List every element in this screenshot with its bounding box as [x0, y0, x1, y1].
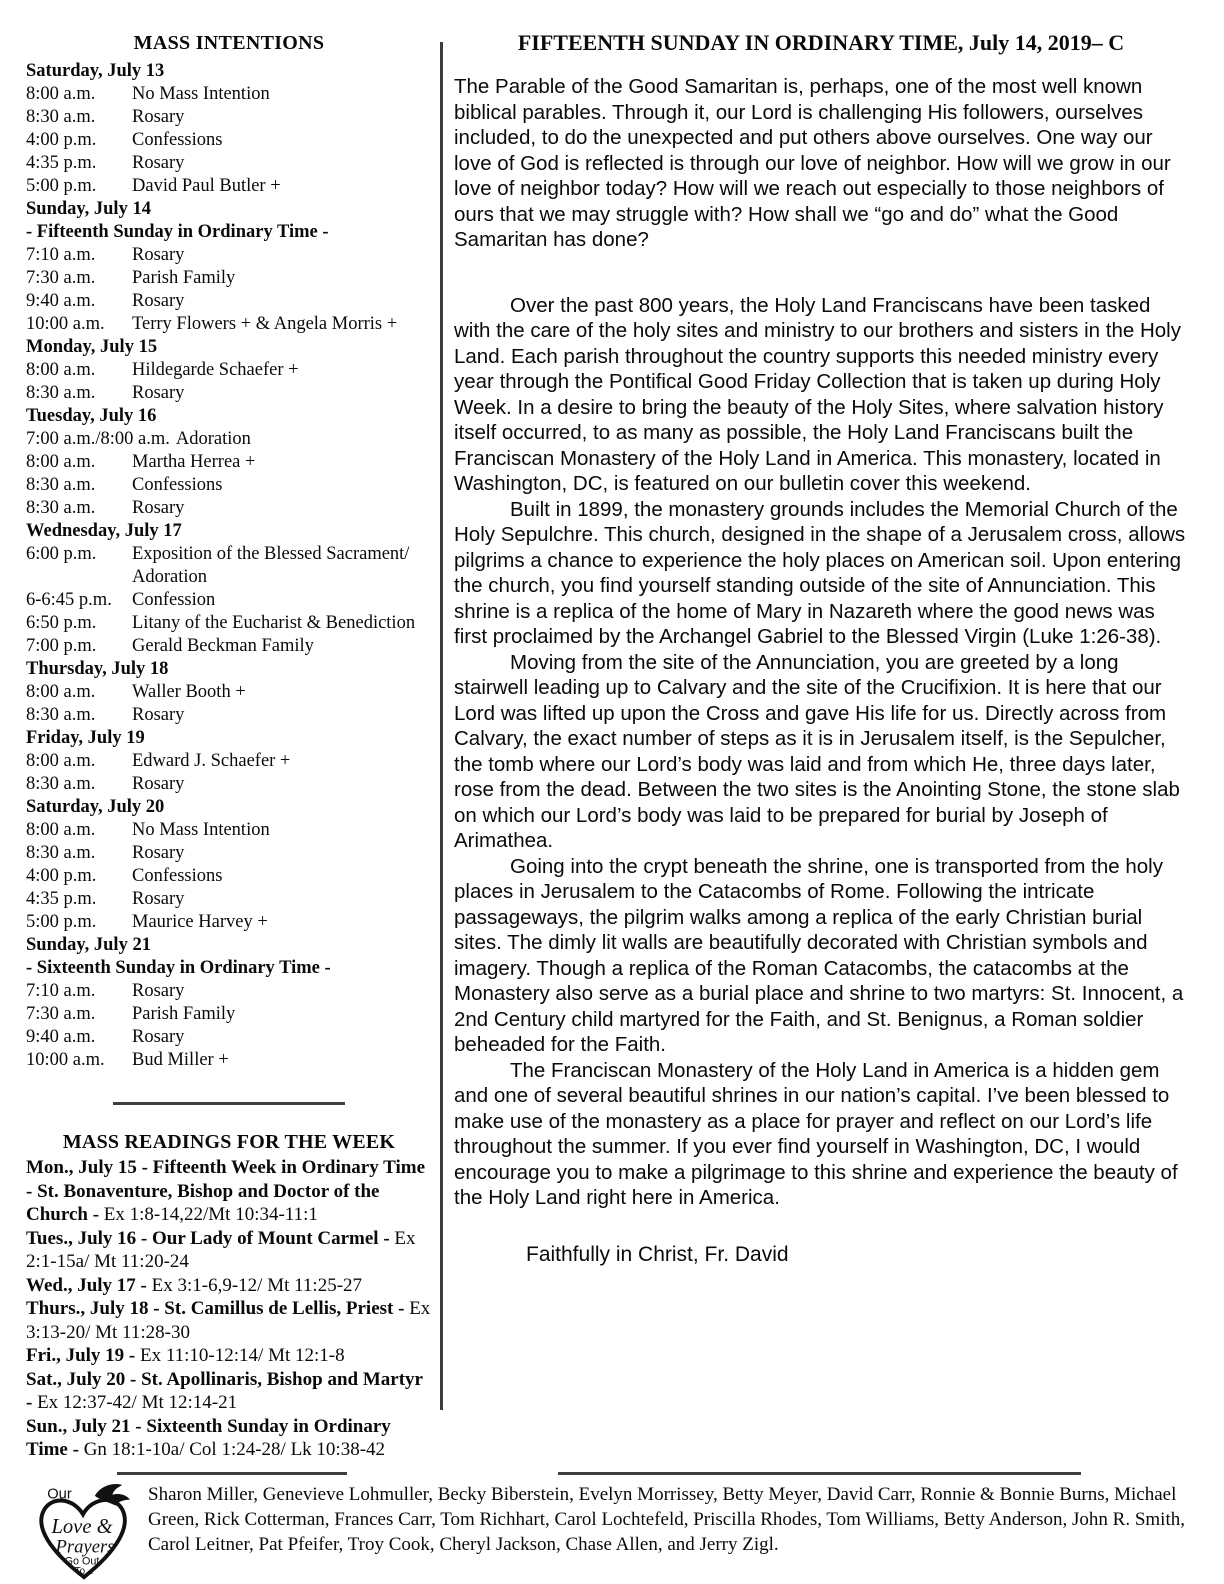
schedule-row — [26, 612, 432, 635]
schedule-description: Hildegarde Schaefer + — [132, 360, 299, 380]
schedule-description: No Mass Intention — [132, 820, 270, 840]
schedule-row — [26, 865, 432, 888]
schedule-row — [26, 773, 432, 796]
reading-entry — [26, 1415, 432, 1462]
schedule-description: Rosary — [132, 705, 185, 725]
reading-citation: Ex 12:37-42/ Mt 12:14-21 — [37, 1392, 238, 1413]
schedule-description: No Mass Intention — [132, 84, 270, 104]
day-heading: Sunday, July 14 — [26, 199, 151, 219]
schedule-time: 8:00 a.m. — [26, 682, 96, 702]
schedule-row — [26, 129, 432, 152]
schedule-time: 7:10 a.m. — [26, 245, 96, 265]
schedule-description: Rosary — [132, 383, 185, 403]
schedule-description: Confessions — [132, 130, 223, 150]
reading-day-label: Sun., July 21 - Sixteenth Sunday in Ordinary Time - — [26, 1415, 391, 1460]
article-title: FIFTEENTH SUNDAY IN ORDINARY TIME, July 14, 2019– C — [517, 30, 1125, 55]
schedule-description: Confessions — [132, 475, 223, 495]
schedule-time: 8:00 a.m. — [26, 820, 96, 840]
reading-entry — [26, 1297, 432, 1344]
love-and-prayers-logo — [30, 1482, 138, 1582]
schedule-description: Rosary — [132, 1027, 185, 1047]
schedule-description: Rosary — [132, 153, 185, 173]
mass-intentions-list — [26, 60, 432, 1072]
footer-rule-left — [117, 1472, 347, 1475]
day-subheading: - Fifteenth Sunday in Ordinary Time - — [26, 222, 329, 242]
schedule-time: 7:00 p.m. — [26, 636, 97, 656]
schedule-time: 4:00 p.m. — [26, 130, 97, 150]
schedule-row — [26, 451, 432, 474]
schedule-time: 7:30 a.m. — [26, 1004, 96, 1024]
schedule-time: 7:30 a.m. — [26, 268, 96, 288]
schedule-description: Parish Family — [132, 268, 236, 288]
schedule-description: Rosary — [132, 498, 185, 518]
schedule-description: Rosary — [132, 843, 185, 863]
schedule-time: 8:30 a.m. — [26, 498, 96, 518]
reading-citation: Gn 18:1-10a/ Col 1:24-28/ Lk 10:38-42 — [83, 1439, 386, 1460]
schedule-description: Litany of the Eucharist & Benediction — [132, 613, 416, 633]
schedule-row — [26, 244, 432, 267]
schedule-time: 7:10 a.m. — [26, 981, 96, 1001]
schedule-description: Adoration — [175, 429, 251, 449]
schedule-description: Gerald Beckman Family — [132, 636, 314, 656]
article-signoff: Faithfully in Christ, Fr. David — [526, 1242, 789, 1266]
schedule-time: 6:50 p.m. — [26, 613, 97, 633]
day-subheading: - Sixteenth Sunday in Ordinary Time - — [26, 958, 331, 978]
schedule-time: 4:35 p.m. — [26, 153, 97, 173]
schedule-time: 8:00 a.m. — [26, 452, 96, 472]
schedule-row — [26, 704, 432, 727]
schedule-description: Rosary — [132, 774, 185, 794]
reading-day-label: Tues., July 16 - Our Lady of Mount Carmel - — [26, 1227, 395, 1249]
logo-word-prayers: Prayers — [55, 1536, 115, 1558]
schedule-row — [26, 750, 432, 773]
logo-word-love: Love & — [51, 1515, 113, 1538]
footer — [30, 1482, 1196, 1582]
schedule-description: Rosary — [132, 889, 185, 909]
prayer-names-list: Sharon Miller, Genevieve Lohmuller, Becky Biberstein, Evelyn Morrissey, Betty Meyer, David Carr, Ronnie & Bonnie Burns, Michael Green, Rick Cotterman, Frances Carr, Tom Richhart, Carol Lochtefeld, Priscilla Rhodes, Tom Williams, Betty Anderson, John R. Smith, Carol Leitner, Pat Pfeifer, Troy Cook, Cheryl Jackson, Chase Allen, and Jerry Zigl. — [148, 1484, 1185, 1555]
schedule-row — [26, 842, 432, 865]
article-paragraph: Going into the crypt beneath the shrine, one is transported from the holy places in Jerusalem to the Catacombs of Rome. Following the intricate passageways, the pilgrim walks among a replica of the early Christian burial sites. The dimly lit walls are beautifully decorated with Christian symbols and imagery. Though a replica of the Roman Catacombs, the catacombs at the Monastery also serve as a burial place and shrine to two martyrs: St. Innocent, a 2nd Century child martyred for the Faith, and St. Benignus, a Roman soldier beheaded for the Faith. — [454, 854, 1184, 1056]
schedule-row — [26, 911, 432, 934]
schedule-time: 10:00 a.m. — [26, 1050, 105, 1070]
logo-word-go-out: Go Out — [64, 1555, 100, 1568]
schedule-row — [26, 635, 432, 658]
reading-day-label: Mon., July 15 - Fifteenth Week in Ordinary Time - St. Bonaventure, Bishop and Doctor of the Church - — [26, 1157, 426, 1225]
reading-day-label: Sat., July 20 - St. Apollinaris, Bishop and Martyr - — [26, 1368, 423, 1413]
schedule-row — [26, 819, 432, 842]
article-body — [454, 74, 1188, 1211]
schedule-row — [26, 681, 432, 704]
day-heading: Friday, July 19 — [26, 728, 145, 748]
schedule-time: 6:00 p.m. — [26, 544, 97, 564]
schedule-time: 6-6:45 p.m. — [26, 590, 112, 610]
schedule-time: 8:30 a.m. — [26, 475, 96, 495]
schedule-description: Maurice Harvey + — [132, 912, 268, 932]
day-heading: Saturday, July 13 — [26, 61, 165, 81]
schedule-row — [26, 1026, 432, 1049]
day-heading: Sunday, July 21 — [26, 935, 151, 955]
schedule-row — [26, 428, 432, 451]
schedule-time: 8:30 a.m. — [26, 705, 96, 725]
article-paragraph: Moving from the site of the Annunciation, you are greeted by a long stairwell leading up to Calvary and the site of the Crucifixion. It is here that our Lord was lifted up upon the Cross and gave His life for us. Directly across from Calvary, the exact number of steps as it is in Jerusalem itself, is the Sepulcher, the tomb where our Lord’s body was laid and from which He, three days later, rose from the dead. Between the two sites is the Anointing Stone, the stone slab on which our Lord’s body was laid to be prepared for burial by Joseph of Arimathea. — [454, 650, 1180, 852]
schedule-time: 8:30 a.m. — [26, 774, 96, 794]
schedule-row — [26, 543, 432, 589]
mass-readings-list — [26, 1156, 432, 1462]
schedule-row — [26, 474, 432, 497]
day-heading: Thursday, July 18 — [26, 659, 169, 679]
schedule-description: Bud Miller + — [132, 1050, 229, 1070]
day-heading: Monday, July 15 — [26, 337, 158, 357]
schedule-time: 4:00 p.m. — [26, 866, 97, 886]
reading-entry — [26, 1274, 432, 1298]
schedule-description: Terry Flowers + & Angela Morris + — [132, 314, 398, 334]
schedule-time: 10:00 a.m. — [26, 314, 105, 334]
schedule-time: 7:00 a.m./8:00 a.m. — [26, 429, 170, 449]
schedule-row — [26, 152, 432, 175]
schedule-time: 4:35 p.m. — [26, 889, 97, 909]
schedule-row — [26, 106, 432, 129]
reading-entry — [26, 1368, 432, 1415]
schedule-row — [26, 313, 432, 336]
schedule-row — [26, 589, 432, 612]
schedule-row — [26, 1003, 432, 1026]
reading-citation: Ex 2:1-15a/ Mt 11:20-24 — [26, 1227, 416, 1272]
schedule-description: Rosary — [132, 245, 185, 265]
schedule-row — [26, 497, 432, 520]
right-column — [454, 30, 1188, 1267]
reading-entry — [26, 1344, 432, 1368]
article-paragraph: The Parable of the Good Samaritan is, perhaps, one of the most well known biblical parables. Through it, our Lord is challenging His followers, ourselves included, to do the unexpected and put others above ourselves. One way our love of God is reflected is through our love of neighbor. How will we grow in our love of neighbor today? How will we reach out especially to those neighbors of ours that we may struggle with? How shall we “go and do” what the Good Samaritan has done? — [454, 75, 1171, 251]
mass-intentions-title: MASS INTENTIONS — [133, 32, 325, 54]
column-divider-line — [440, 42, 443, 1410]
article-paragraph: Built in 1899, the monastery grounds includes the Memorial Church of the Holy Sepulchre. This church, designed in the shape of a Jerusalem cross, allows pilgrims a chance to experience the holy places on American soil. Upon entering the church, you find yourself standing outside of the site of Annunciation. This shrine is a replica of the home of Mary in Nazareth where the good news was first proclaimed by the Archangel Gabriel to the Blessed Virgin (Luke 1:26-38). — [454, 497, 1186, 648]
schedule-description: Parish Family — [132, 1004, 236, 1024]
reading-citation: Ex 1:8-14,22/Mt 10:34-11:1 — [103, 1204, 318, 1225]
schedule-description: Rosary — [132, 981, 185, 1001]
schedule-description: David Paul Butler + — [132, 176, 281, 196]
schedule-row — [26, 1049, 432, 1072]
day-heading: Tuesday, July 16 — [26, 406, 157, 426]
schedule-description: Edward J. Schaefer + — [132, 751, 291, 771]
reading-day-label: Fri., July 19 - — [26, 1345, 140, 1366]
logo-word-our: Our — [47, 1486, 72, 1503]
schedule-row — [26, 83, 432, 106]
reading-entry — [26, 1227, 432, 1274]
schedule-description: Martha Herrea + — [132, 452, 256, 472]
day-heading: Wednesday, July 17 — [26, 521, 182, 541]
left-column — [26, 32, 432, 1462]
schedule-time: 8:00 a.m. — [26, 360, 96, 380]
schedule-time: 8:30 a.m. — [26, 383, 96, 403]
schedule-row — [26, 382, 432, 405]
schedule-row — [26, 290, 432, 313]
reading-day-label: Thurs., July 18 - St. Camillus de Lellis, Priest - — [26, 1298, 410, 1319]
schedule-time: 8:00 a.m. — [26, 751, 96, 771]
reading-citation: Ex 3:13-20/ Mt 11:28-30 — [26, 1298, 431, 1343]
schedule-row — [26, 267, 432, 290]
schedule-time: 8:30 a.m. — [26, 107, 96, 127]
schedule-time: 5:00 p.m. — [26, 176, 97, 196]
schedule-description: Exposition of the Blessed Sacrament/ Adoration — [132, 544, 410, 587]
reading-citation: Ex 11:10-12:14/ Mt 12:1-8 — [140, 1345, 345, 1366]
schedule-description: Confession — [132, 590, 216, 610]
schedule-description: Rosary — [132, 107, 185, 127]
reading-citation: Ex 3:1-6,9-12/ Mt 11:25-27 — [151, 1274, 363, 1296]
schedule-row — [26, 980, 432, 1003]
schedule-description: Waller Booth + — [132, 682, 246, 702]
reading-entry — [26, 1156, 432, 1227]
schedule-time: 9:40 a.m. — [26, 1027, 96, 1047]
article-paragraph: The Franciscan Monastery of the Holy Land in America is a hidden gem and one of several beautiful shrines in our nation’s capital. I’ve been blessed to make use of the monastery as a place for prayer and reflect on our Lord’s life throughout the summer. If you ever find yourself in Washington, DC, I would encourage you to make a pilgrimage to this shrine and experience the beauty of the Holy Land right here in America. — [454, 1058, 1178, 1209]
reading-day-label: Wed., July 17 - — [26, 1274, 152, 1296]
logo-word-to: To... — [74, 1566, 94, 1578]
footer-rule-right — [558, 1472, 1081, 1475]
schedule-row — [26, 888, 432, 911]
schedule-description: Confessions — [132, 866, 223, 886]
schedule-time: 5:00 p.m. — [26, 912, 97, 932]
day-heading: Saturday, July 20 — [26, 797, 165, 817]
schedule-time: 8:30 a.m. — [26, 843, 96, 863]
section-divider-rule — [113, 1102, 345, 1105]
schedule-row — [26, 359, 432, 382]
mass-readings-title: MASS READINGS FOR THE WEEK — [62, 1131, 396, 1153]
schedule-time: 9:40 a.m. — [26, 291, 96, 311]
schedule-description: Rosary — [132, 291, 185, 311]
schedule-time: 8:00 a.m. — [26, 84, 96, 104]
schedule-row — [26, 175, 432, 198]
article-paragraph: Over the past 800 years, the Holy Land Franciscans have been tasked with the care of the holy sites and ministry to our brothers and sisters in the Holy Land. Each parish throughout the country supports this needed ministry every year through the Pontifical Good Friday Collection that is taken up during Holy Week. In a desire to bring the beauty of the Holy Sites, where salvation history itself occurred, to as many as possible, the Holy Land Franciscans built the Franciscan Monastery of the Holy Land in America. This monastery, located in Washington, DC, is featured on our bulletin cover this weekend. — [454, 293, 1181, 495]
